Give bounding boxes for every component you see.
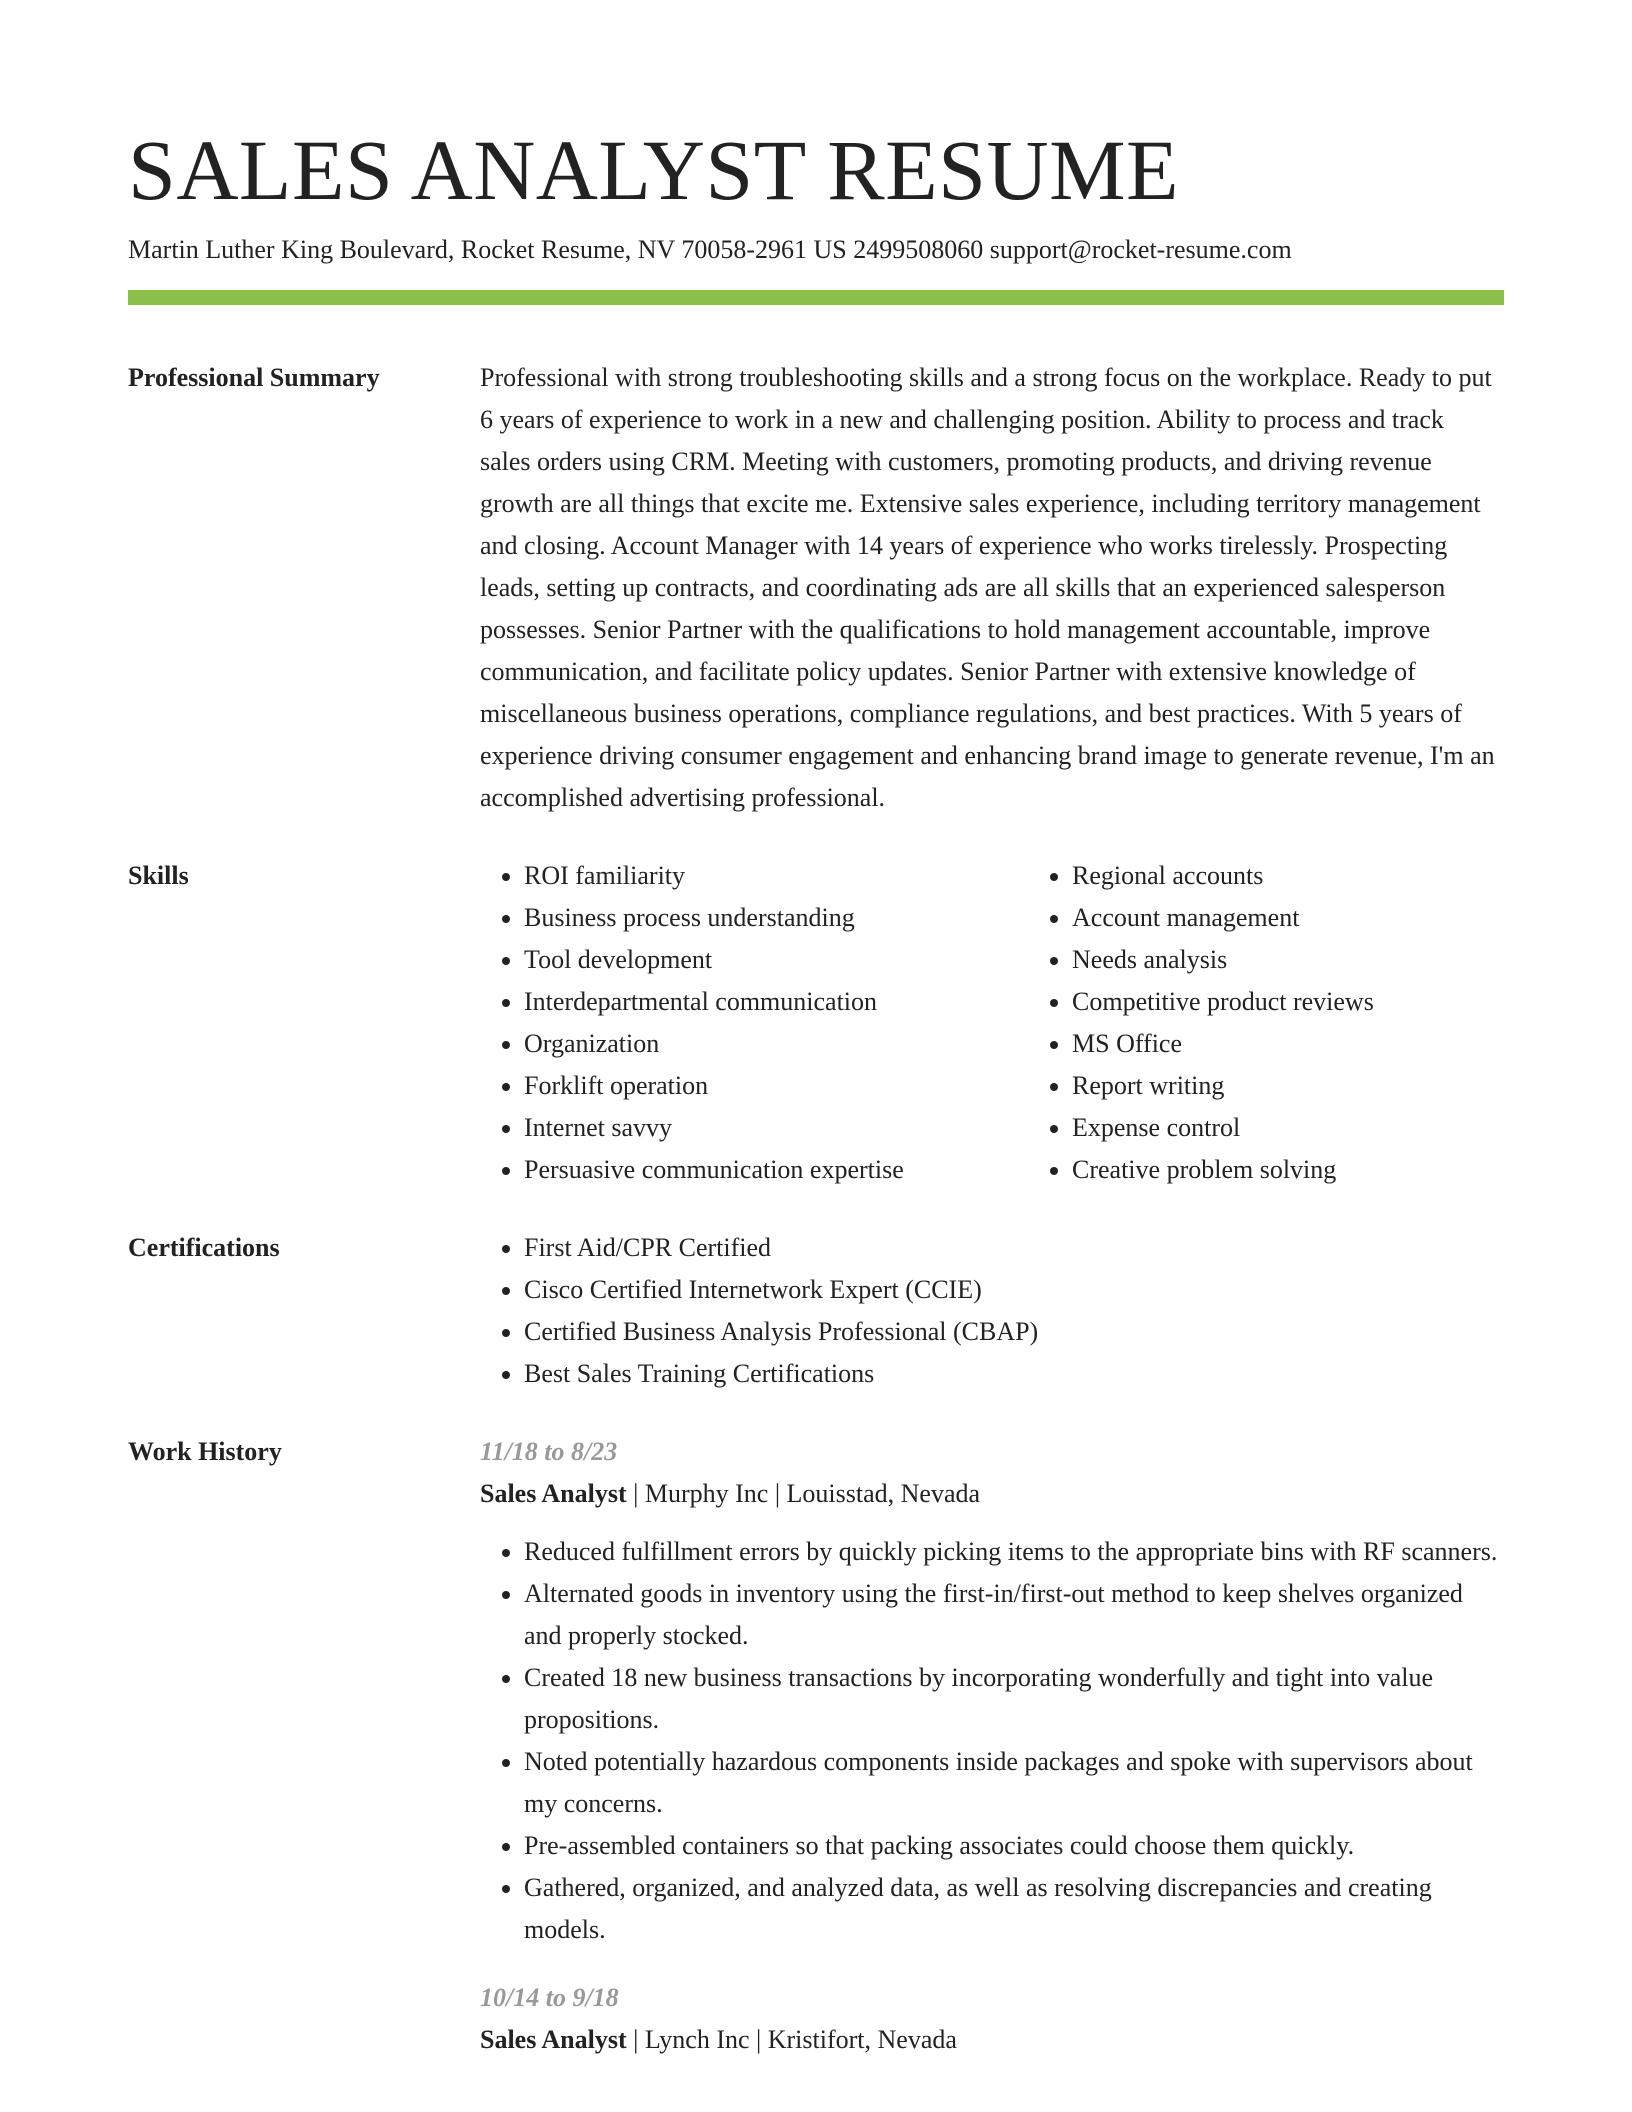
skills-section xyxy=(128,855,1504,1191)
job-bullet: • Created 18 new business transactions by incorporating wonderfully and tight into value propositions. xyxy=(524,1657,1504,1741)
summary-section xyxy=(128,357,1504,819)
skill-item: • Persuasive communication expertise xyxy=(524,1149,1028,1191)
job-bullet: • Reduced fulfillment errors by quickly picking items to the appropriate bins with RF scanners. xyxy=(524,1531,1504,1573)
resume-title: SALES ANALYST RESUME xyxy=(128,122,1180,218)
skill-item: • Internet savvy xyxy=(524,1107,1028,1149)
section-heading-work-history: Work History xyxy=(128,1437,282,1466)
header-divider xyxy=(128,290,1504,305)
certification-item: • Best Sales Training Certifications xyxy=(524,1353,1504,1395)
skills-body xyxy=(480,855,1504,1191)
job-entry xyxy=(480,1977,1504,2061)
resume-page xyxy=(128,120,1504,2087)
skills-list-right xyxy=(1028,855,1374,1191)
skill-item: • Account management xyxy=(1072,897,1374,939)
job-title-line xyxy=(480,1473,1504,1515)
skill-item: • Tool development xyxy=(524,939,1028,981)
skills-columns xyxy=(480,855,1504,1191)
section-heading-summary: Professional Summary xyxy=(128,363,380,392)
certifications-list xyxy=(480,1227,1504,1395)
job-dates: 10/14 to 9/18 xyxy=(480,1983,619,2012)
skill-item: • Business process understanding xyxy=(524,897,1028,939)
skill-item: • Expense control xyxy=(1072,1107,1374,1149)
skill-item: • Competitive product reviews xyxy=(1072,981,1374,1023)
skill-item: • Needs analysis xyxy=(1072,939,1374,981)
skill-item: • Creative problem solving xyxy=(1072,1149,1374,1191)
skill-item: • Report writing xyxy=(1072,1065,1374,1107)
job-bullet: • Pre-assembled containers so that packing associates could choose them quickly. xyxy=(524,1825,1504,1867)
skill-item: • ROI familiarity xyxy=(524,855,1028,897)
skill-item: • Regional accounts xyxy=(1072,855,1374,897)
job-details: | Lynch Inc | Kristifort, Nevada xyxy=(626,2025,957,2054)
job-title-line xyxy=(480,2019,1504,2061)
job-entry xyxy=(480,1431,1504,1951)
skill-item: • Interdepartmental communication xyxy=(524,981,1028,1023)
work-history-body xyxy=(480,1431,1504,2087)
job-bullet: • Alternated goods in inventory using the first-in/first-out method to keep shelves organized and properly stocked. xyxy=(524,1573,1504,1657)
job-bullet: • Gathered, organized, and analyzed data, as well as resolving discrepancies and creating models. xyxy=(524,1867,1504,1951)
certification-item: • Certified Business Analysis Professional (CBAP) xyxy=(524,1311,1504,1353)
section-heading-skills: Skills xyxy=(128,861,189,890)
job-title: Sales Analyst xyxy=(480,2025,627,2054)
skill-item: • Forklift operation xyxy=(524,1065,1028,1107)
work-history-section xyxy=(128,1431,1504,2087)
summary-body xyxy=(480,357,1504,819)
certifications-body xyxy=(480,1227,1504,1395)
job-bullet: • Noted potentially hazardous components inside packages and spoke with supervisors about my concerns. xyxy=(524,1741,1504,1825)
skill-item: • MS Office xyxy=(1072,1023,1374,1065)
job-dates: 11/18 to 8/23 xyxy=(480,1437,618,1466)
certification-item: • Cisco Certified Internetwork Expert (CCIE) xyxy=(524,1269,1504,1311)
skills-list-left xyxy=(480,855,1028,1191)
certification-item: • First Aid/CPR Certified xyxy=(524,1227,1504,1269)
job-details: | Murphy Inc | Louisstad, Nevada xyxy=(626,1479,981,1508)
contact-line: Martin Luther King Boulevard, Rocket Resume, NV 70058-2961 US 2499508060 support@rocket-resume.com xyxy=(128,235,1292,264)
section-heading-certifications: Certifications xyxy=(128,1233,280,1262)
skill-item: • Organization xyxy=(524,1023,1028,1065)
certifications-section xyxy=(128,1227,1504,1395)
job-bullets xyxy=(480,1531,1504,1951)
summary-text: Professional with strong troubleshooting skills and a strong focus on the workplace. Ready to put 6 years of experience to work in a new and challenging position. Ability to process and track sales orders using CRM. Meeting with customers, promoting products, and driving revenue growth are all things that excite me. Extensive sales experience, including territory management and closing. Account Manager with 14 years of experience who works tirelessly. Prospecting leads, setting up contracts, and coordinating ads are all skills that an experienced salesperson possesses. Senior Partner with the qualifications to hold management accountable, improve communication, and facilitate policy updates. Senior Partner with extensive knowledge of miscellaneous business operations, compliance regulations, and best practices. With 5 years of experience driving consumer engagement and enhancing brand image to generate revenue, I'm an accomplished advertising professional. xyxy=(480,363,1495,812)
job-title: Sales Analyst xyxy=(480,1479,627,1508)
